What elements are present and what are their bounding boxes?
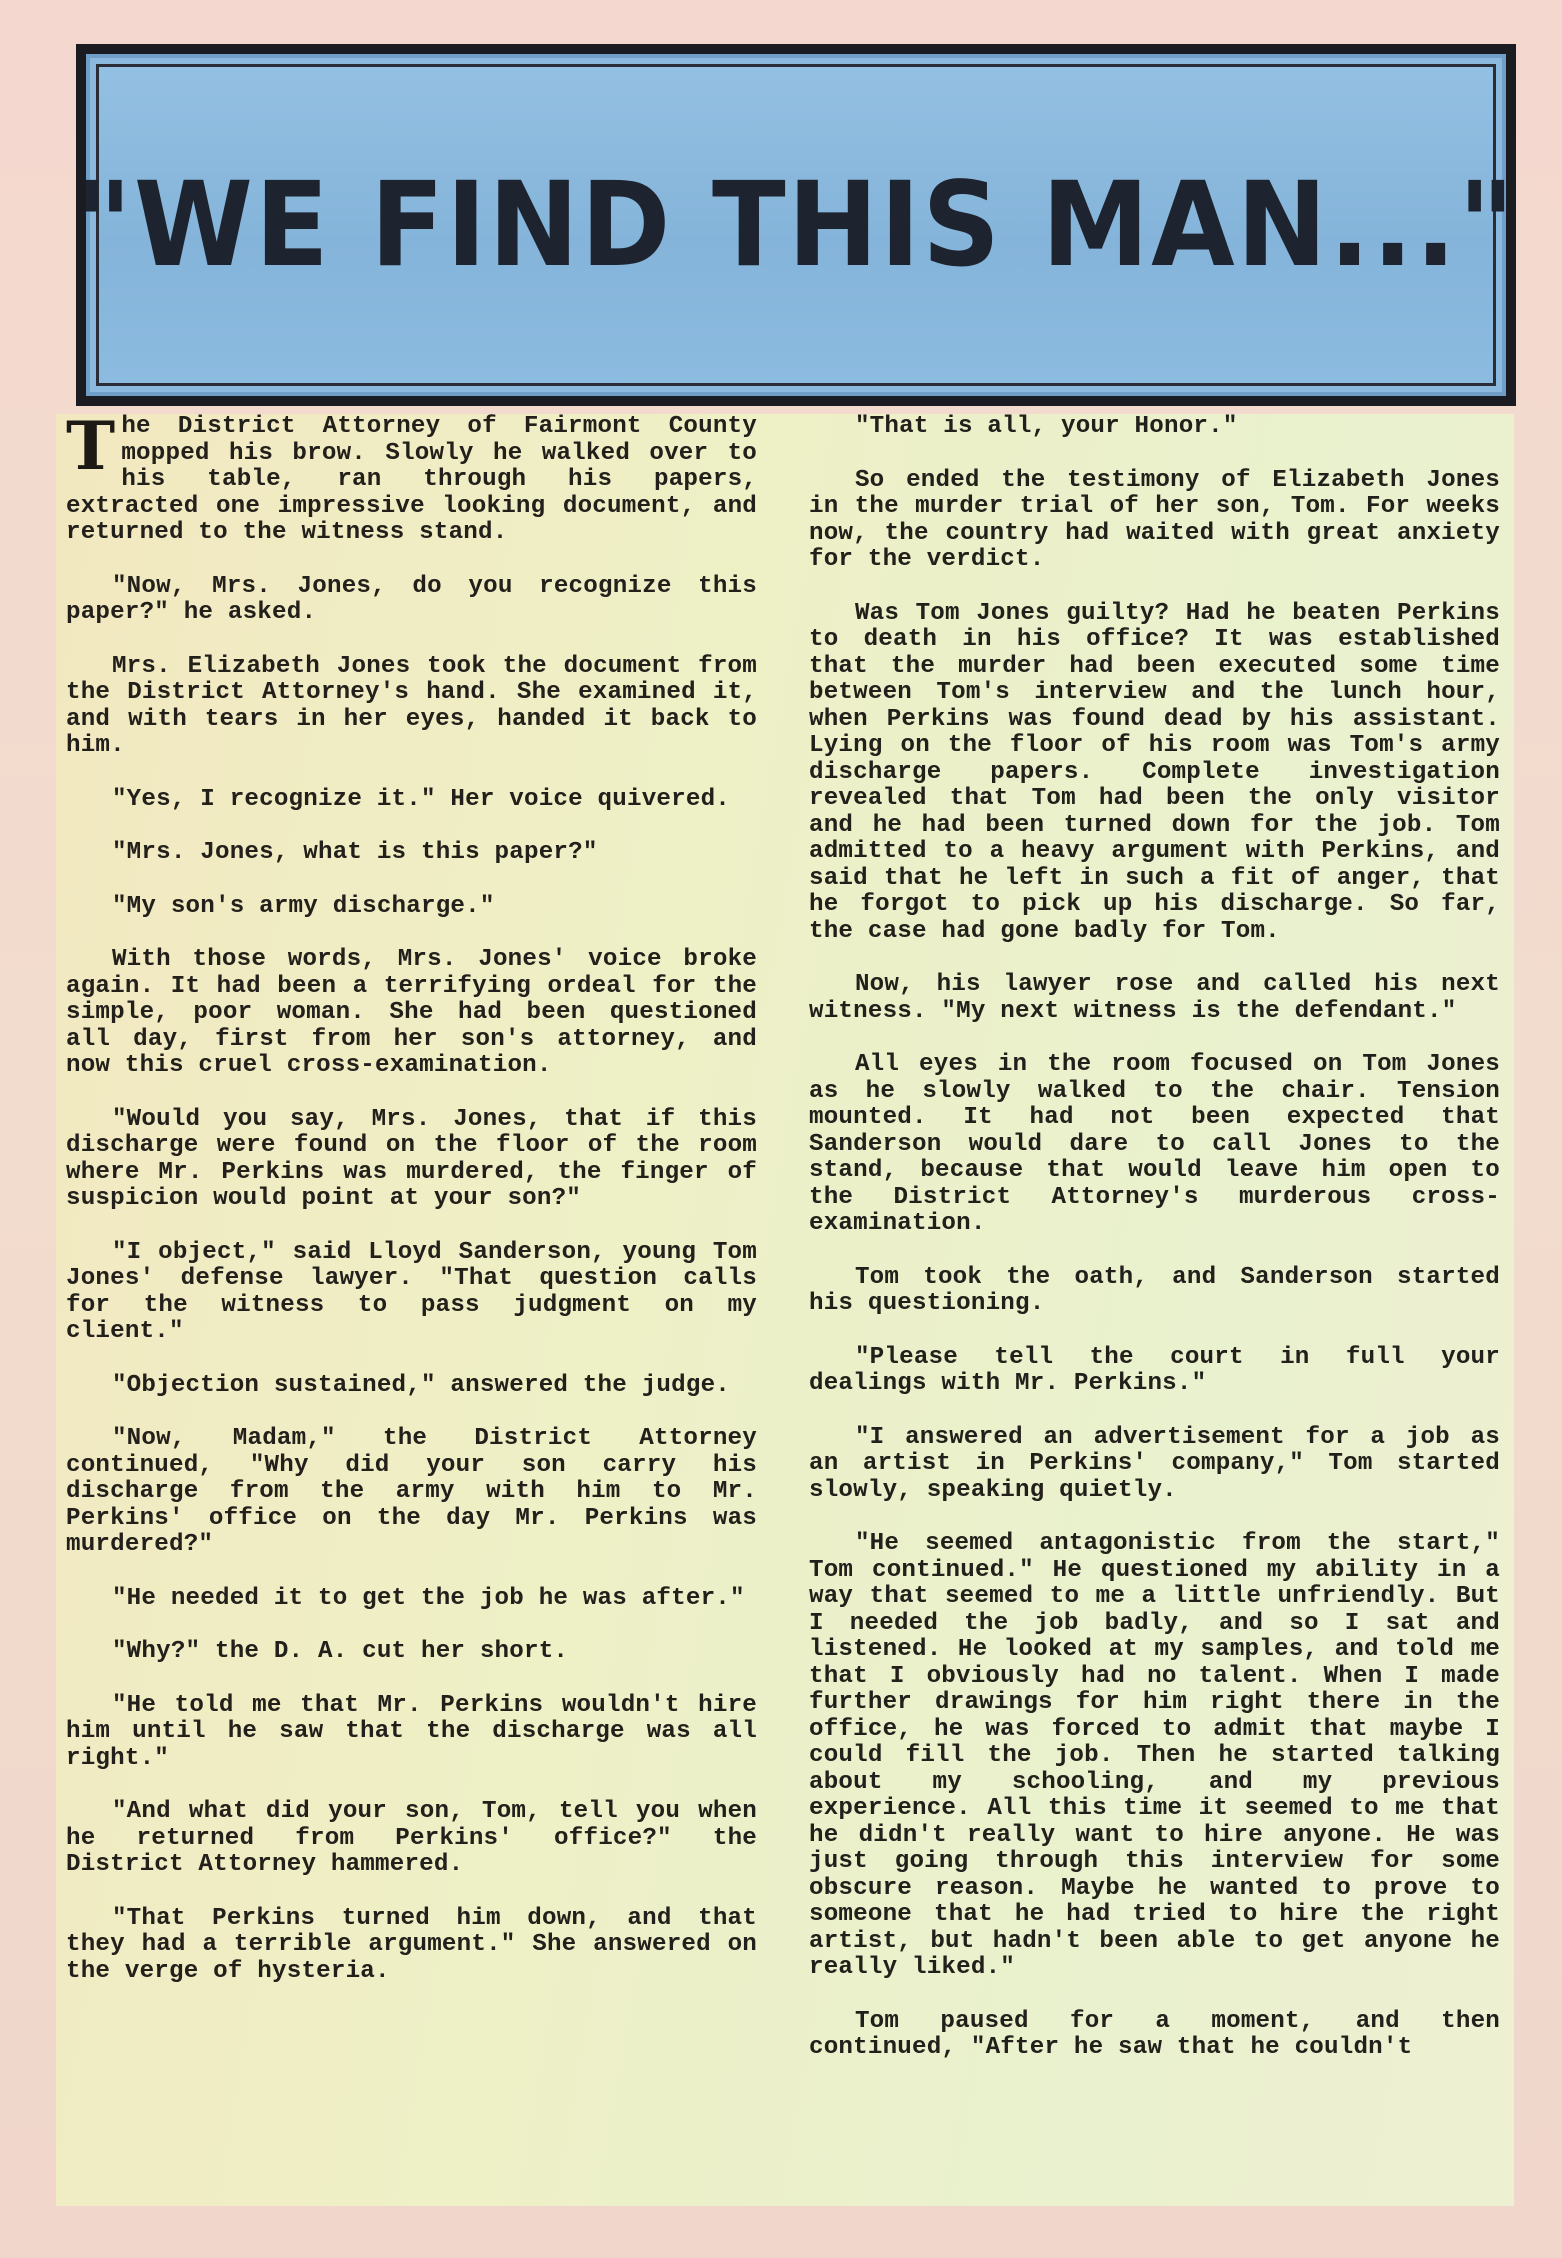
paragraph: "That Perkins turned him down, and that they had a terrible argument." She answered on the verge of hysteria. xyxy=(66,1904,757,1985)
paragraph xyxy=(66,407,757,547)
paragraph: Was Tom Jones guilty? Had he beaten Perkins to death in his office? It was established that the murder had been executed some time between Tom's interview and the lunch hour, when Perkins was found dead by his assistant. Lying on the floor of his room was Tom's army discharge papers. Complete investigation revealed that Tom had been the only visitor and he had been turned down for the job. Tom admitted to a heavy argument with Perkins, and said that he left in such a fit of anger, that he forgot to pick up his discharge. So far, the case had gone badly for Tom. xyxy=(809,599,1500,945)
paragraph: Mrs. Elizabeth Jones took the document from the District Attorney's hand. She examined it, and with tears in her eyes, handed it back to him. xyxy=(66,652,757,759)
paragraph: "My son's army discharge." xyxy=(111,892,495,920)
paragraph: "Yes, I recognize it." Her voice quivered. xyxy=(111,785,730,813)
paragraph: "Mrs. Jones, what is this paper?" xyxy=(111,839,598,866)
paragraph: "Objection sustained," answered the judge. xyxy=(111,1371,730,1399)
paragraph-text: he District Attorney of Fairmont County mopped his brow. Slowly he walked over to his table, ran through his papers, extracted one impressive looking document, and returned to the witness stand. xyxy=(66,413,757,546)
paragraph: "That is all, your Honor." xyxy=(854,413,1238,440)
paragraph: "Now, Mrs. Jones, do you recognize this paper?" he asked. xyxy=(66,572,757,626)
paragraph: "I object," said Lloyd Sanderson, young Tom Jones' defense lawyer. "That question calls for the witness to pass judgment on my client." xyxy=(66,1238,757,1345)
title-panel xyxy=(76,44,1516,406)
paragraph: "I answered an advertisement for a job as an artist in Perkins' company," Tom started slowly, speaking quietly. xyxy=(809,1423,1500,1504)
paragraph: "He seemed antagonistic from the start," Tom continued." He questioned my ability in a way that seemed to me a little unfriendly. But I needed the job badly, and so I sat and listened. He looked at my samples, and told me that I obviously had no talent. When I made further drawings for him right there in the office, he was forced to admit that maybe I could fill the job. Then he started talking about my schooling, and my previous experience. All this time it seemed to me that he didn't really want to hire anyone. He was just going through this interview for some obscure reason. Maybe he wanted to prove to someone that he had tried to hire the right artist, but hadn't been able to get anyone he really liked." xyxy=(809,1530,1500,1981)
paragraph: So ended the testimony of Elizabeth Jones in the murder trial of her son, Tom. For weeks now, the country had waited with great anxiety for the verdict. xyxy=(809,466,1500,573)
right-column xyxy=(809,414,1500,2206)
paragraph: "Why?" the D. A. cut her short. xyxy=(111,1638,569,1665)
drop-cap: T xyxy=(66,407,116,485)
paragraph: "Now, Madam," the District Attorney continued, "Why did your son carry his discharge from the army with him to Mr. Perkins' office on the day Mr. Perkins was murdered?" xyxy=(66,1425,757,1558)
paragraph: All eyes in the room focused on Tom Jones as he slowly walked to the chair. Tension mounted. It had not been expected that Sanderson would dare to call Jones to the stand, because that would leave him open to the District Attorney's murderous cross-examination. xyxy=(809,1051,1500,1237)
paragraph: "Please tell the court in full your dealings with Mr. Perkins." xyxy=(809,1343,1500,1397)
left-column xyxy=(66,407,757,2206)
paragraph: With those words, Mrs. Jones' voice broke again. It had been a terrifying ordeal for the simple, poor woman. She had been questioned all day, first from her son's attorney, and now this cruel cross-examination. xyxy=(66,946,757,1079)
story-body xyxy=(56,407,1514,2206)
paragraph: "He needed it to get the job he was after." xyxy=(111,1584,745,1612)
paragraph: "He told me that Mr. Perkins wouldn't hire him until he saw that the discharge was all right." xyxy=(66,1691,757,1772)
story-title: "WE FIND THIS MAN..." xyxy=(75,157,1517,293)
title-panel-inner xyxy=(75,64,1517,386)
paragraph: "And what did your son, Tom, tell you when he returned from Perkins' office?" the District Attorney hammered. xyxy=(66,1798,757,1878)
paragraph: Tom took the oath, and Sanderson started his questioning. xyxy=(809,1263,1500,1317)
paragraph: Now, his lawyer rose and called his next witness. "My next witness is the defendant." xyxy=(809,971,1500,1025)
paragraph: "Would you say, Mrs. Jones, that if this discharge were found on the floor of the room where Mr. Perkins was murdered, the finger of suspicion would point at your son?" xyxy=(66,1105,757,1212)
paragraph: Tom paused for a moment, and then continued, "After he saw that he couldn't xyxy=(809,2007,1500,2061)
